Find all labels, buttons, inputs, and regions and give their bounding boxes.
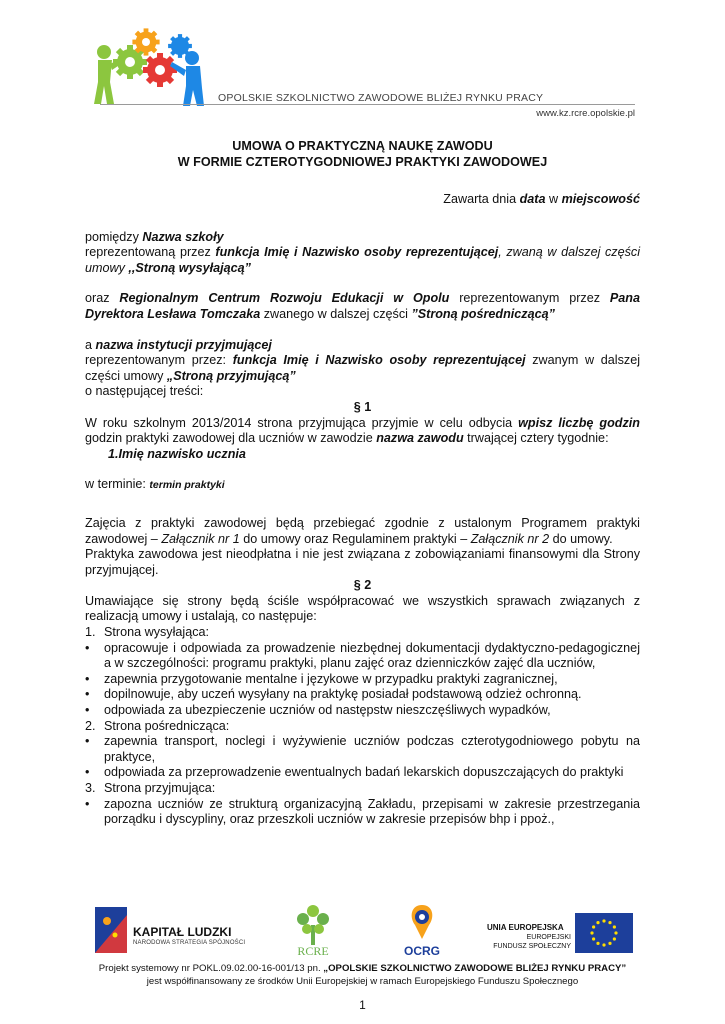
ocrg-label: OCRG	[404, 944, 440, 958]
eu-sub2: FUNDUSZ SPOŁECZNY	[493, 943, 571, 950]
kl-subtitle: NARODOWA STRATEGIA SPÓJNOŚCI	[133, 940, 246, 946]
footer-project-line: Projekt systemowy nr POKL.09.02.00-16-001/13 pn. „OPOLSKIE SZKOLNICTWO ZAWODOWE BLIŻEJ RYNKU PRACY”	[98, 963, 627, 974]
rcre-label: RCRE	[297, 944, 329, 958]
ocrg-emblem-icon	[407, 903, 437, 941]
kapital-ludzki-logo-icon	[93, 905, 129, 955]
list-item: • zapewnia przygotowanie mentalne i językowe w przypadku praktyki zagranicznej,	[85, 671, 558, 686]
footer-cofinance-line: jest współfinansowany ze środków Unii Europejskiej w ramach Europejskiego Funduszu Społecznego	[146, 976, 579, 987]
eu-star-icon	[608, 942, 611, 945]
eu-star-icon	[590, 931, 593, 934]
section-1-text: W roku szkolnym 2013/2014 strona przyjmująca przyjmie w celu odbycia wpisz liczbę godzin godzin praktyki zawodowej dla uczniów w zawodzie nazwa zawodu trwającej cztery tygodnie:	[85, 415, 640, 446]
list-item: • zapozna uczniów ze strukturą organizacyjną Zakładu, przepisami w zakresie przestrzegania porządku i dyscypliny, oraz przeszkoli uczniów w zakresie przepisów bhp i ppoż.,	[85, 796, 640, 827]
list-item: • opracowuje i odpowiada za prowadzenie niezbędnej dokumentacji dydaktyczno-pedagogicznej a w szczególności: programu praktyki, planu zajęć oraz dzienniczków zajęć dla uczniów,	[85, 640, 640, 671]
eu-star-icon	[613, 925, 616, 928]
receiving-rep-line: reprezentowanym przez: funkcja Imię i Nazwisko osoby reprezentującej zwanym w dalszej części umowy „Stroną przyjmującą”	[85, 353, 640, 383]
party-2-heading: 2. Strona pośrednicząca:	[85, 718, 230, 733]
doc-title-line2: W FORMIE CZTEROTYGODNIOWEJ PRAKTYKI ZAWODOWEJ	[177, 155, 548, 169]
section-1-heading: § 1	[353, 399, 372, 414]
contract-body	[85, 138, 640, 828]
term-line: w terminie: termin praktyki	[85, 477, 225, 492]
following-line: o następującej treści:	[85, 384, 204, 399]
party-1-heading: 1. Strona wysyłająca:	[85, 625, 209, 640]
doc-title-line1: UMOWA O PRAKTYCZNĄ NAUKĘ ZAWODU	[232, 139, 493, 153]
list-item: • zapewnia transport, noclegi i wyżywienie uczniów podczas czterotygodniowego pobytu na praktyce,	[85, 734, 640, 764]
list-item: • dopilnowuje, aby uczeń wysyłany na praktykę posiadał podstawową odzież ochronną.	[85, 687, 582, 702]
eu-star-icon	[608, 921, 611, 924]
eu-star-icon	[596, 942, 599, 945]
eu-star-icon	[592, 925, 595, 928]
party-3-heading: 3. Strona przyjmująca:	[85, 781, 216, 795]
eu-star-icon	[602, 943, 605, 946]
receiving-inst-line: a nazwa instytucji przyjmującej	[85, 337, 272, 352]
header-divider	[100, 104, 635, 105]
kl-title: KAPITAŁ LUDZKI	[133, 925, 232, 939]
header-title: OPOLSKIE SZKOLNICTWO ZAWODOWE BLIŻEJ RYNKU PRACY	[218, 92, 544, 104]
footer-logos	[85, 903, 645, 961]
eu-star-icon	[596, 921, 599, 924]
student-item: 1. Imię nazwisko ucznia	[108, 446, 246, 461]
concluded-line: Zawarta dnia data w miejscowość	[443, 192, 640, 206]
free-paragraph: Praktyka zawodowa jest nieodpłatna i nie jest związana z zobowiązaniami finansowymi dla Strony przyjmującej.	[85, 547, 640, 577]
page-number: 1	[359, 998, 366, 1012]
school-rep-line: reprezentowaną przez funkcja Imię i Nazwisko osoby reprezentującej, zwaną w dalszej części umowy ,,Stroną wysyłającą”	[85, 245, 640, 275]
eu-star-icon	[602, 919, 605, 922]
program-paragraph: Zajęcia z praktyki zawodowej będą przebiegać zgodnie z ustalonym Programem praktyki zawodowej – Załącznik nr 1 do umowy oraz Regulaminem praktyki – Załącznik nr 2 do umowy.	[85, 515, 640, 546]
eu-star-icon	[592, 937, 595, 940]
header-url[interactable]: www.kz.rcre.opolskie.pl	[536, 108, 635, 119]
center-paragraph: oraz Regionalnym Centrum Rozwoju Edukacji w Opolu reprezentowanym przez Pana Dyrektora Lesława Tomczaka zwanego w dalszej części ”Stroną pośredniczącą”	[85, 291, 640, 321]
rcre-tree-icon	[291, 903, 335, 945]
eu-star-icon	[614, 931, 617, 934]
eu-sub1: EUROPEJSKI	[526, 934, 571, 941]
list-item: • odpowiada za przeprowadzenie ewentualnych badań lekarskich dopuszczających do praktyki	[85, 765, 624, 780]
eu-star-icon	[613, 937, 616, 940]
eu-title: UNIA EUROPEJSKA	[487, 923, 564, 932]
list-item: • odpowiada za ubezpieczenie uczniów od następstw nieszczęśliwych wypadków,	[85, 703, 551, 718]
section-2-heading: § 2	[353, 578, 372, 593]
eu-flag-icon	[575, 913, 633, 953]
section-2-intro: Umawiające się strony będą ściśle współpracować we wszystkich sprawach związanych z realizacją umowy i ustalają, co następuje:	[85, 593, 640, 624]
gears-logo-icon	[88, 18, 208, 110]
between-line: pomiędzy Nazwa szkoły	[85, 229, 224, 244]
